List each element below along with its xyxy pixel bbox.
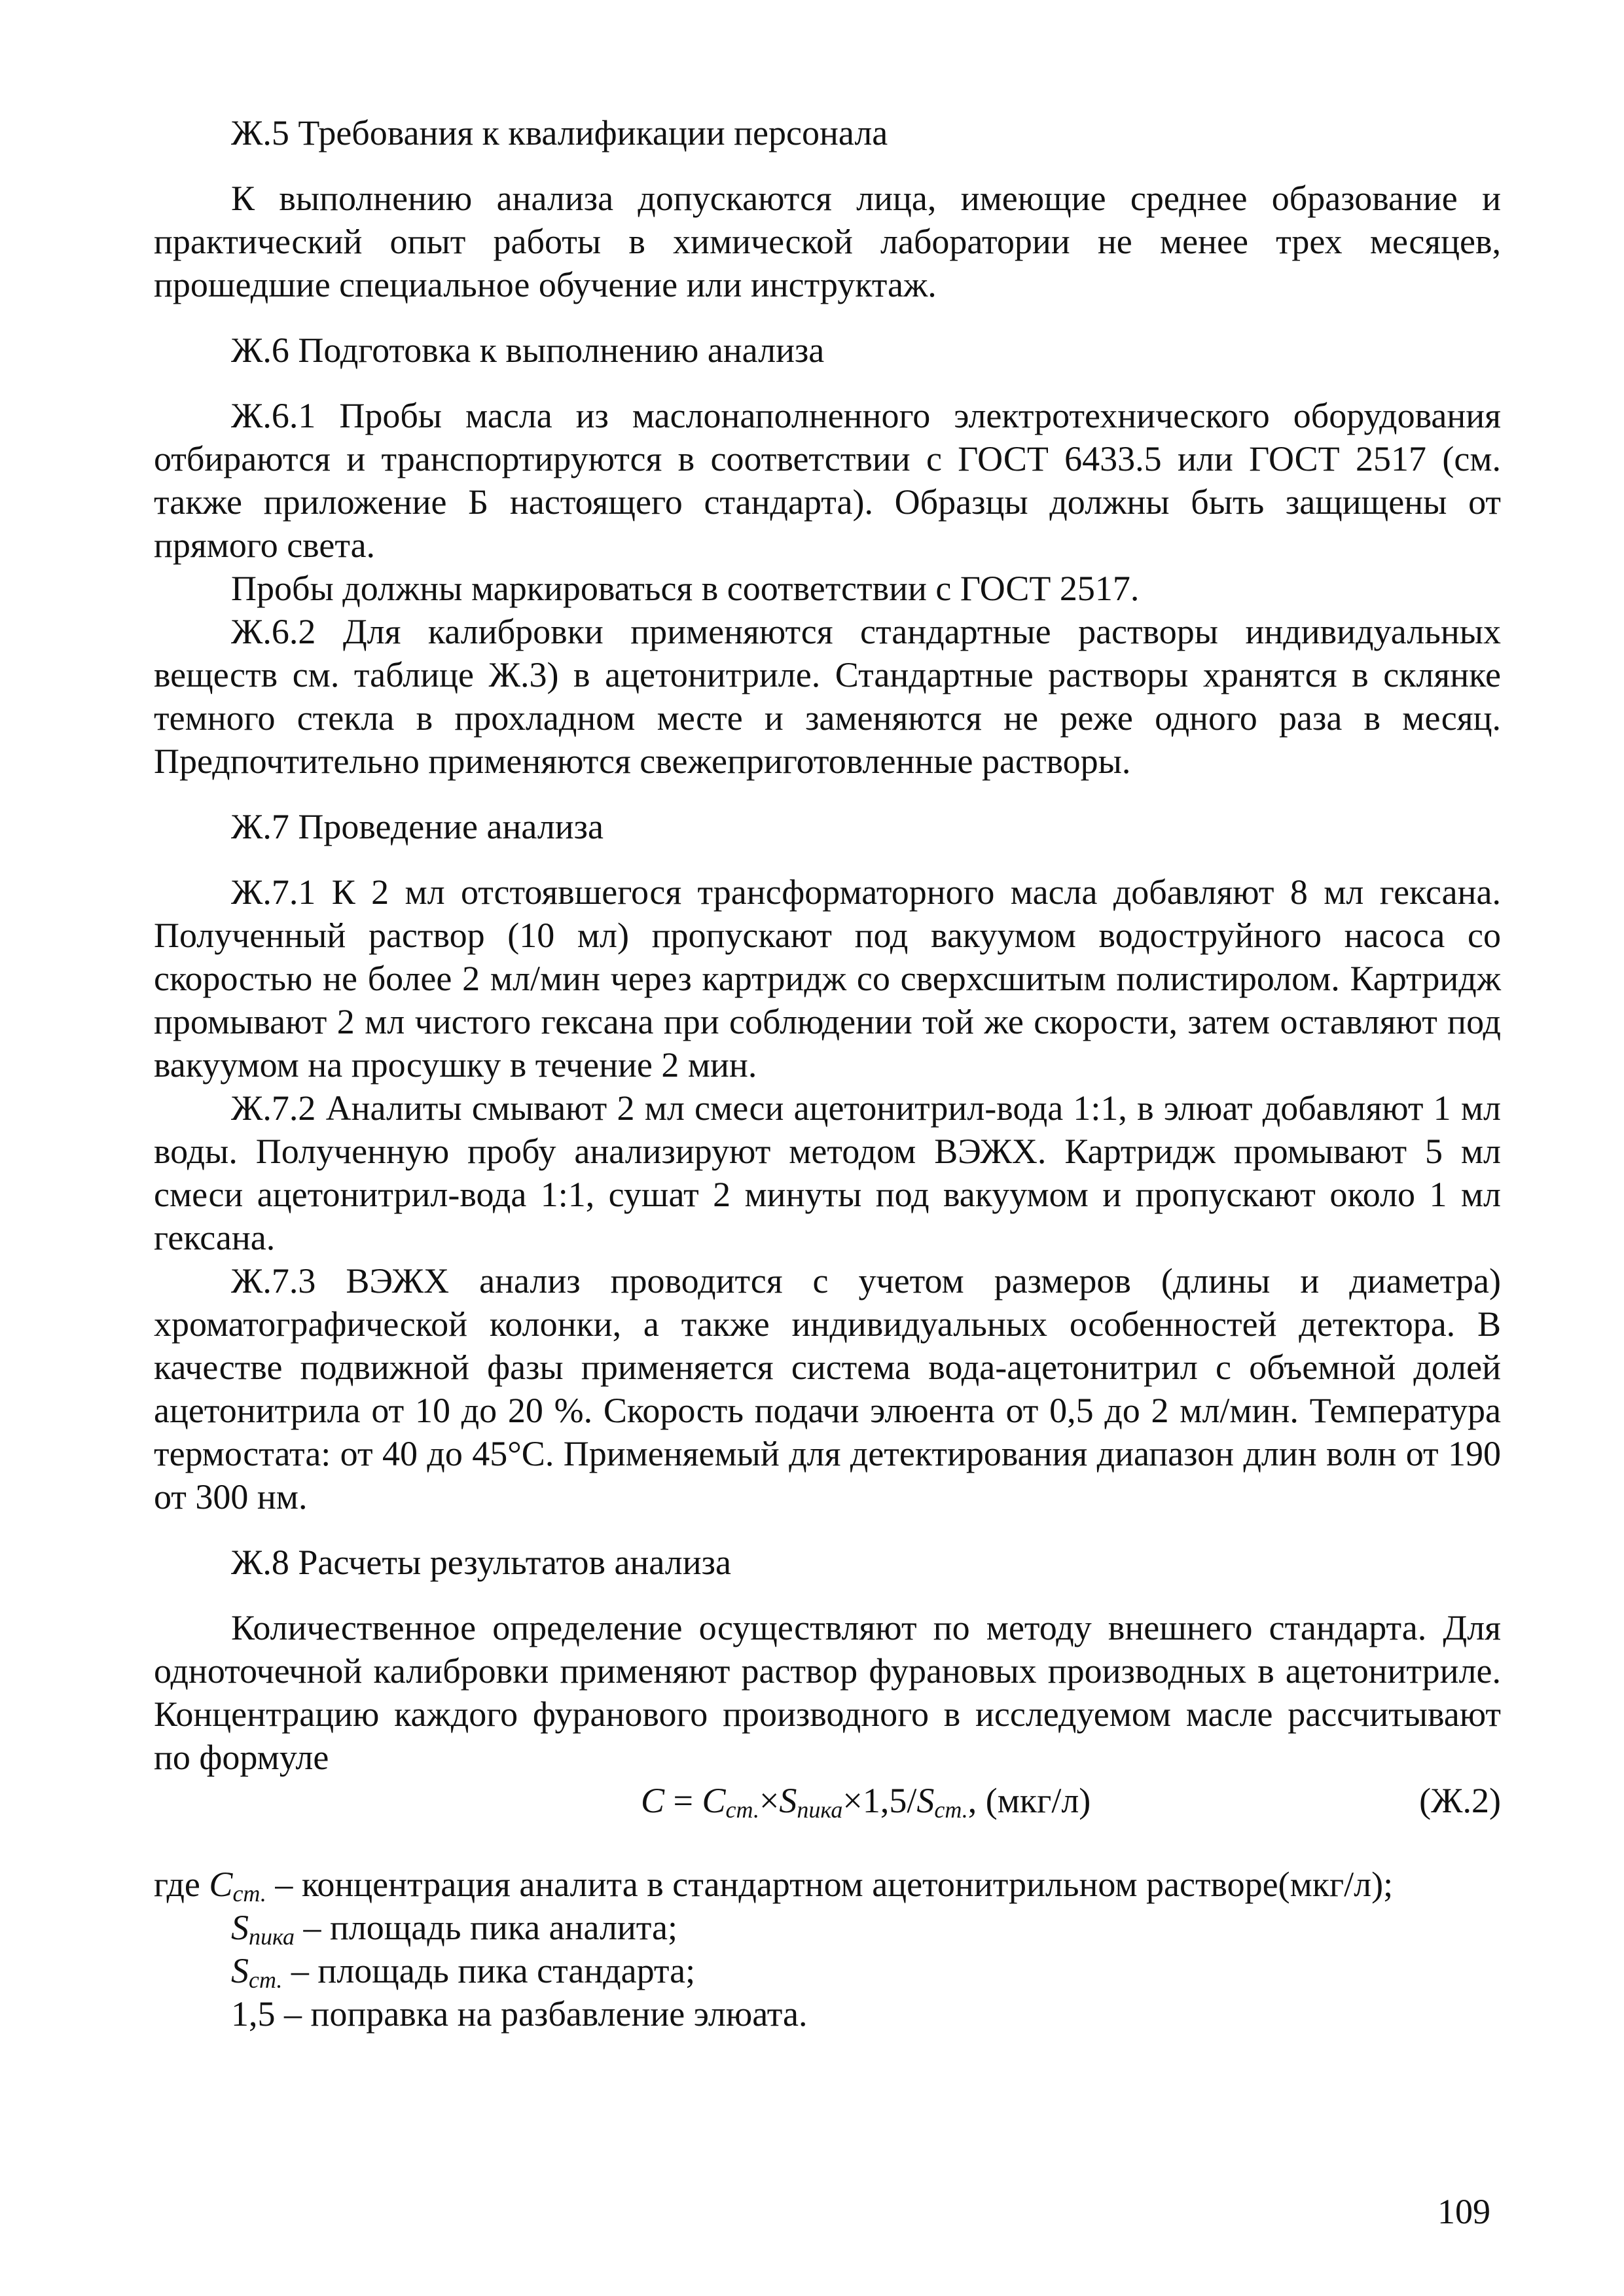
formula-s-std: S	[916, 1781, 935, 1820]
legend-c-std-description: – концентрация аналита в стандартном ацетонитрильном растворе(мкг/л);	[266, 1865, 1394, 1904]
legend-c-std-symbol: C	[209, 1865, 233, 1904]
page-content	[154, 111, 1501, 2036]
formula-lhs: C	[641, 1781, 665, 1820]
formula-c-std: C	[702, 1781, 726, 1820]
formula-zh2	[154, 1779, 1501, 1827]
formula-times-1: ×	[759, 1781, 780, 1820]
page-number: 109	[1437, 2192, 1490, 2231]
section-heading-zh7: Ж.7 Проведение анализа	[231, 807, 604, 846]
formula-number: (Ж.2)	[1419, 1781, 1501, 1820]
formula-s-peak-subscript: пика	[797, 1797, 843, 1823]
section-heading-zh8: Ж.8 Расчеты результатов анализа	[231, 1543, 731, 1582]
formula-c-std-subscript: ст.	[725, 1797, 759, 1823]
legend-s-peak-subscript: пика	[249, 1924, 295, 1950]
paragraph-zh7-2: Ж.7.2 Аналиты смывают 2 мл смеси ацетонитрил-вода 1:1, в элюат добавляют 1 мл воды. Полученную пробу анализируют методом ВЭЖХ. Картридж промывают 5 мл смеси ацетонитрил-вода 1:1, сушат 2 минуты под вакуумом и пропускают около 1 мл гексана.	[154, 1088, 1501, 1257]
paragraph-zh6-1: Ж.6.1 Пробы масла из маслонаполненного электротехнического оборудования отбираются и транспортируются в соответствии с ГОСТ 6433.5 или ГОСТ 2517 (см. также приложение Б настоящего стандарта). Образцы должны быть защищены от прямого света.	[154, 396, 1501, 565]
formula-s-std-subscript: ст.	[934, 1797, 968, 1823]
legend-c-std-subscript: ст.	[232, 1880, 266, 1907]
paragraph-zh6-1-note: Пробы должны маркироваться в соответствии с ГОСТ 2517.	[231, 569, 1140, 608]
legend-s-peak-description: – площадь пика аналита;	[294, 1908, 678, 1947]
section-heading-zh6: Ж.6 Подготовка к выполнению анализа	[231, 331, 825, 370]
formula-s-peak: S	[779, 1781, 797, 1820]
paragraph-zh5: К выполнению анализа допускаются лица, имеющие среднее образование и практический опыт работы в химической лаборатории не менее трех месяцев, прошедшие специальное обучение или инструктаж.	[154, 179, 1501, 304]
formula-equals: =	[664, 1781, 702, 1820]
paragraph-zh7-1: Ж.7.1 К 2 мл отстоявшегося трансформаторного масла добавляют 8 мл гексана. Полученный раствор (10 мл) пропускают под вакуумом водоструйного насоса со скоростью не более 2 мл/мин через картридж со сверхсшитым полистиролом. Картридж промывают 2 мл чистого гексана при соблюдении той же скорости, затем оставляют под вакуумом на просушку в течение 2 мин.	[154, 872, 1501, 1085]
legend-s-peak-symbol: S	[231, 1908, 249, 1947]
paragraph-zh6-2: Ж.6.2 Для калибровки применяются стандартные растворы индивидуальных веществ см. таблице Ж.3) в ацетонитриле. Стандартные растворы хранятся в склянке темного стекла в прохладном месте и заменяются не реже одного раза в месяц. Предпочтительно применяются свежеприготовленные растворы.	[154, 612, 1501, 781]
legend-s-std	[154, 1949, 1501, 1992]
formula-factor: 1,5/	[862, 1781, 917, 1820]
legend-where-word: где	[154, 1865, 209, 1904]
formula-times-2: ×	[842, 1781, 863, 1820]
legend-s-peak	[154, 1906, 1501, 1949]
section-heading-zh5: Ж.5 Требования к квалификации персонала	[231, 113, 888, 152]
legend-c-std	[154, 1863, 1501, 1906]
paragraph-zh8: Количественное определение осуществляют по методу внешнего стандарта. Для одноточечной калибровки применяют раствор фурановых производных в ацетонитриле. Концентрацию каждого фуранового производного в исследуемом масле рассчитывают по формуле	[154, 1608, 1501, 1777]
legend-s-std-description: – площадь пика стандарта;	[282, 1951, 696, 1990]
formula-expression	[641, 1779, 1091, 1822]
legend-s-std-symbol: S	[231, 1951, 249, 1990]
paragraph-zh7-3: Ж.7.3 ВЭЖХ анализ проводится с учетом размеров (длины и диаметра) хроматографической колонки, а также индивидуальных особенностей детектора. В качестве подвижной фазы применяется система вода-ацетонитрил с объемной долей ацетонитрила от 10 до 20 %. Скорость подачи элюента от 0,5 до 2 мл/мин. Температура термостата: от 40 до 45°С. Применяемый для детектирования диапазон длин волн от 190 от 300 нм.	[154, 1261, 1501, 1516]
legend-s-std-subscript: ст.	[249, 1967, 283, 1993]
legend-factor: 1,5 – поправка на разбавление элюата.	[231, 1994, 808, 2034]
formula-units: , (мкг/л)	[967, 1781, 1091, 1820]
